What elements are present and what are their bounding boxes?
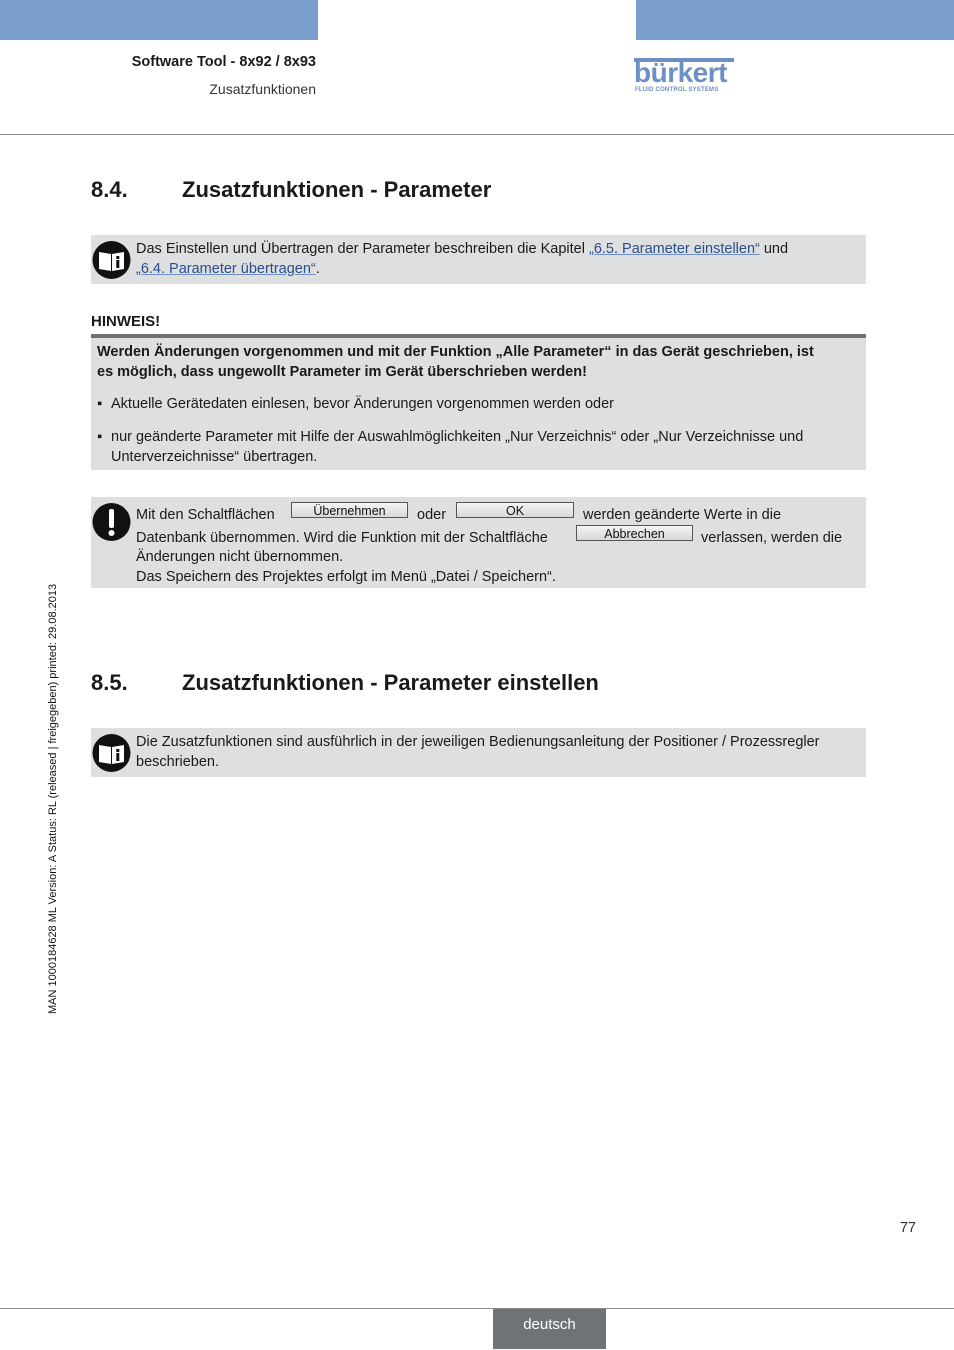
warning-text-7: Das Speichern des Projektes erfolgt im Menü „Datei / Speichern“. [136, 569, 556, 585]
language-tab: deutsch [493, 1309, 606, 1349]
header-subtitle: Zusatzfunktionen [209, 81, 316, 97]
warning-text-6: Änderungen nicht übernommen. [136, 549, 344, 565]
warning-text-4: Datenbank übernommen. Wird die Funktion mit der Schaltfläche [136, 530, 548, 546]
notice-warning-line2: es möglich, dass ungewollt Parameter im Gerät überschrieben werden! [97, 363, 587, 380]
notice-label: HINWEIS! [91, 313, 161, 330]
bullet-marker: ▪ [97, 396, 103, 412]
info-box-parameter-einstellen [91, 728, 866, 777]
header-bar-left [0, 0, 318, 40]
header-bar-right [636, 0, 954, 40]
section-heading-8-4 [91, 177, 791, 207]
bullet-text-line1: nur geänderte Parameter mit Hilfe der Auswahlmöglichkeiten „Nur Verzeichnis“ oder „Nur Verzeichnisse und [111, 429, 804, 445]
link-parameter-uebertragen[interactable]: „6.4. Parameter übertragen“ [136, 260, 316, 277]
logo-tagline: FLUID CONTROL SYSTEMS [635, 87, 719, 93]
document-status-note: MAN 1000184628 ML Version: A Status: RL (released | freigegeben) printed: 29.08.2013 [47, 583, 59, 1014]
info-text-line2: beschrieben. [136, 753, 220, 770]
notice-box [91, 338, 866, 470]
link-parameter-einstellen[interactable]: „6.5. Parameter einstellen“ [588, 241, 760, 257]
info-box-parameter [91, 235, 866, 284]
abbrechen-button[interactable]: Abbrechen [576, 525, 693, 541]
page-number: 77 [899, 1220, 916, 1236]
header-divider [0, 134, 954, 135]
bullet-text-line2: Unterverzeichnisse“ übertragen. [111, 448, 318, 465]
warning-text-3: werden geänderte Werte in die [583, 507, 782, 523]
bullet-marker: ▪ [97, 429, 103, 445]
footer-divider [0, 1308, 954, 1309]
logo-wordmark: bürkert [634, 57, 727, 88]
header-title: Software Tool - 8x92 / 8x93 [131, 54, 316, 70]
info-text-suffix: . [315, 260, 320, 277]
exclamation-warning-icon [91, 502, 132, 542]
section-title: Zusatzfunktionen - Parameter [182, 177, 492, 202]
bullet-text: Aktuelle Gerätedaten einlesen, bevor Änderungen vorgenommen werden oder [111, 396, 614, 412]
section-heading-8-5 [91, 670, 851, 700]
section-title: Zusatzfunktionen - Parameter einstellen [182, 670, 599, 695]
warning-text-2: oder [417, 507, 447, 523]
book-info-icon [91, 733, 132, 773]
info-text-line1: Die Zusatzfunktionen sind ausführlich in der jeweiligen Bedienungsanleitung der Positioner / Prozessregler [136, 734, 820, 750]
ok-button[interactable]: OK [456, 502, 574, 518]
section-number: 8.4. [91, 177, 128, 202]
uebernehmen-button[interactable]: Übernehmen [291, 502, 408, 518]
section-number: 8.5. [91, 670, 128, 695]
info-text-middle: und [759, 241, 789, 257]
warning-text-1: Mit den Schaltflächen [136, 507, 275, 523]
book-info-icon [91, 240, 132, 280]
warning-text-5: verlassen, werden die [701, 530, 843, 546]
info-text-prefix: Das Einstellen und Übertragen der Parameter beschreiben die Kapitel [136, 241, 589, 257]
notice-warning-line1: Werden Änderungen vorgenommen und mit der Funktion „Alle Parameter“ in das Gerät geschrieben, ist [97, 344, 814, 360]
burkert-logo [634, 58, 734, 98]
warning-box [91, 497, 866, 588]
